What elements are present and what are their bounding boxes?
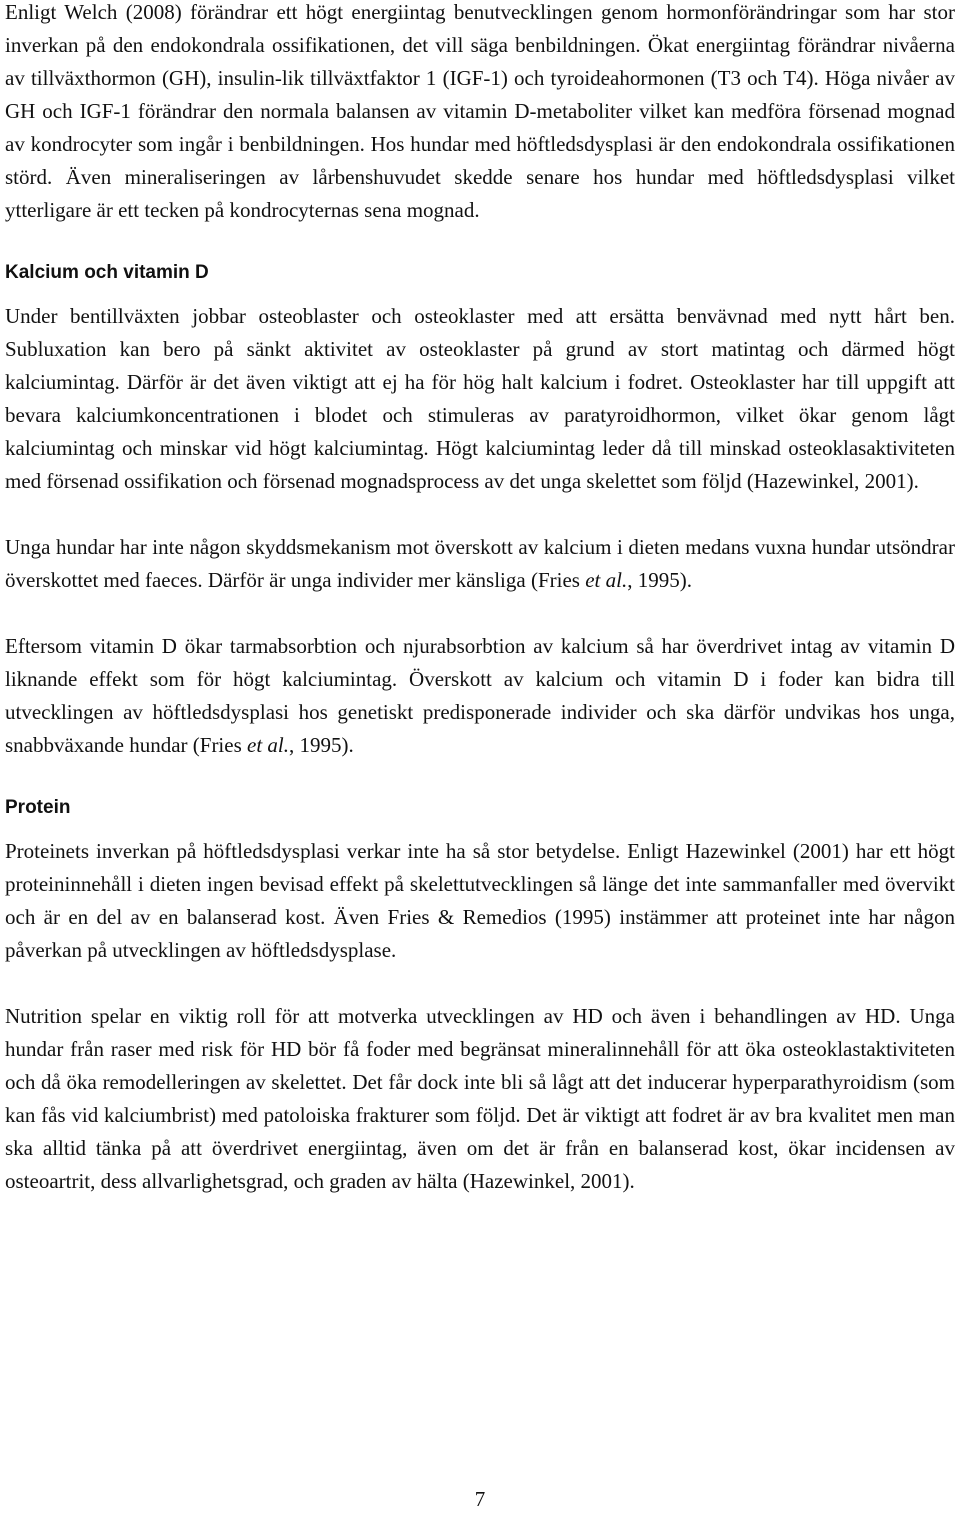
paragraph-text: Unga hundar har inte någon skyddsmekanism mot överskott av kalcium i dieten medans vuxna hundar utsöndrar överskottet med faeces. Därför är unga individer mer känsliga (Fries: [5, 535, 955, 592]
paragraph-hormones: Enligt Welch (2008) förändrar ett högt energiintag benutvecklingen genom hormonförändringar som har stor inverkan på den endokondrala ossifikationen, det vill säga benbildningen. Ökat energiintag förändrar nivåerna av tillväxthormon (GH), insulin-lik tillväxtfaktor 1 (IGF-1) och tyroideahormonen (T3 och T4). Höga nivåer av GH och IGF-1 förändrar den normala balansen av vitamin D-metaboliter vilket kan medföra försenad mognad av kondrocyter som ingår i benbildningen. Hos hundar med höftledsdysplasi är den endokondrala ossifikationen störd. Även mineraliseringen av lårbenshuvudet skedde senare hos hundar med höftledsdysplasi vilket ytterligare är ett tecken på kondrocyternas sena mognad.: [5, 0, 955, 222]
paragraph-text: , 1995).: [627, 568, 692, 592]
paragraph-text: Eftersom vitamin D ökar tarmabsorbtion och njurabsorbtion av kalcium så har överdrivet intag av vitamin D liknande effekt som för högt kalciumintag. Överskott av kalcium och vitamin D i foder kan bidra till utvecklingen av höftledsdysplasi hos genetiskt predisponerade individer och ska därför undvikas hos unga, snabbväxande hundar (Fries: [5, 634, 955, 757]
paragraph-nutrition: Nutrition spelar en viktig roll för att motverka utvecklingen av HD och även i behandlingen av HD. Unga hundar från raser med risk för HD bör få foder med begränsat mineralinnehåll för att öka osteoklastaktiviteten och då öka remodelleringen av skelettet. Det får dock inte bli så lågt att det inducerar hyperparathyroidism (som kan fås vid kalciumbrist) med patoloiska frakturer som följd. Det är viktigt att fodret är av bra kvalitet men man ska alltid tänka på att överdrivet energiintag, även om det är från en balanserad kost, ökar incidensen av osteoartrit, dess allvarlighetsgrad, och graden av hälta (Hazewinkel, 2001).: [5, 1004, 955, 1193]
paragraph-vitamin-d: [5, 630, 955, 762]
citation-et-al: et al.: [247, 733, 290, 757]
page-number: 7: [474, 1487, 486, 1511]
section-heading-calcium-vitamin-d: Kalcium och vitamin D: [5, 262, 209, 283]
document-page: [5, 0, 955, 1198]
paragraph-text: , 1995).: [289, 733, 354, 757]
paragraph-osteoclasts: Under bentillväxten jobbar osteoblaster och osteoklaster med att ersätta benvävnad med nytt hårt ben. Subluxation kan bero på sänkt aktivitet av osteoklaster på grund av stort matintag och därmed högt kalciumintag. Därför är det även viktigt att ej ha för hög halt kalcium i fodret. Osteoklaster har till uppgift att bevara kalciumkoncentrationen i blodet och stimuleras av paratyroidhormon, vilket ökar genom lågt kalciumintag och minskar vid högt kalciumintag. Högt kalciumintag leder då till minskad osteoklasaktiviteten med försenad ossifikation och försenad mognadsprocess av det unga skelettet som följd (Hazewinkel, 2001).: [5, 304, 955, 493]
section-heading-protein: Protein: [5, 797, 71, 818]
paragraph-protein: Proteinets inverkan på höftledsdysplasi verkar inte ha så stor betydelse. Enligt Hazewinkel (2001) har ett högt proteininnehåll i dieten ingen bevisad effekt på skelettutvecklingen så länge det inte sammanfaller med övervikt och är en del av en balanserad kost. Även Fries & Remedios (1995) instämmer att proteinet inte har någon påverkan på utvecklingen av höftledsdysplase.: [5, 839, 955, 962]
paragraph-young-dogs-calcium: [5, 531, 955, 597]
citation-et-al: et al.: [585, 568, 628, 592]
